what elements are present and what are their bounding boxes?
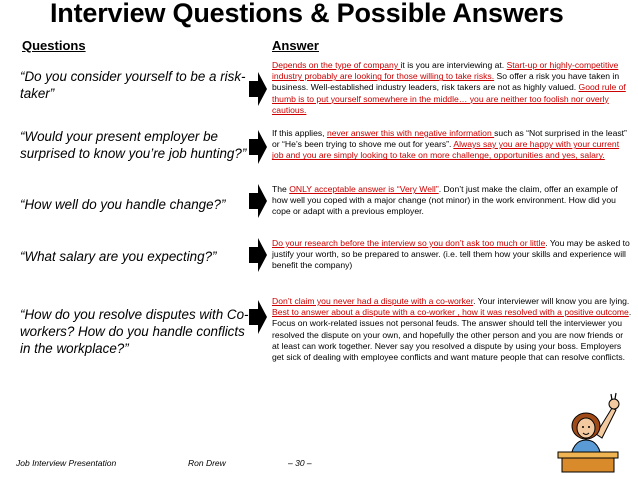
answer-text: such as “Not surprised in the least” or “He’s been trying to shove me out for years”.	[272, 128, 627, 150]
answer-emphasis: ONLY acceptable answer is “Very Well”	[289, 184, 439, 194]
question-1: “Do you consider yourself to be a risk-taker”	[20, 69, 246, 101]
right-arrow-icon	[249, 184, 267, 218]
answer-text: . Focus on work-related issues not personal feuds. The answer should tell the interviewer you resolved the dispute on your own, and hopefully the other person and you are now friends or at least can work together. Never say you resolved a dispute by using your boss. Employers get sick of dealing with employee conflicts and want mature people that can resolve conflicts.	[272, 307, 632, 363]
answer-2	[272, 128, 632, 162]
footer-author: Ron Drew	[188, 458, 226, 468]
answer-emphasis: never answer this with negative information	[326, 128, 495, 138]
footer-page-number: – 30 –	[288, 458, 312, 468]
question-5: “How do you resolve disputes with Co-workers? How do you handle conflicts in the workplace?”	[20, 307, 249, 356]
answer-text: . Don’t just make the claim, offer an example of how well you coped with a major change (not minor) in the work environment. How did you cope or adapt with a previous employer.	[272, 184, 618, 217]
answer-text: . You may be asked to justify your worth, so be prepared to answer. (i.e. tell them how your skills and experience will benefit the company)	[272, 238, 630, 271]
answer-emphasis: Start-up or highly-competitive industry probably are looking for those willing to take risks.	[272, 60, 619, 82]
answer-emphasis: Don’t claim you never had a dispute with a co-worker	[272, 296, 474, 306]
questions-header: Questions	[22, 38, 86, 53]
right-arrow-icon	[249, 72, 267, 106]
answer-text: So offer a risk you have taken in business. Well-established industry leaders, risk takers are not as highly valued.	[272, 71, 620, 93]
right-arrow-icon	[249, 300, 267, 334]
answer-text: . Your interviewer will know you are lying.	[473, 296, 630, 306]
right-arrow-icon	[249, 130, 267, 164]
question-4: “What salary are you expecting?”	[20, 249, 217, 264]
presenter-clipart-icon	[556, 386, 634, 474]
answer-3	[272, 184, 632, 218]
question-2: “Would your present employer be surprised to know you’re job hunting?”	[20, 129, 247, 161]
answer-5	[272, 296, 632, 363]
answer-emphasis: Do your research before the interview so you don’t ask too much or little	[272, 238, 546, 248]
question-3: “How well do you handle change?”	[20, 197, 226, 212]
answer-emphasis: Depends on the type of company	[272, 60, 401, 70]
answer-emphasis: Best to answer about a dispute with a co-worker , how it was resolved with a positive outcome	[272, 307, 629, 318]
answer-1	[272, 60, 632, 116]
answer-header: Answer	[272, 38, 319, 53]
answer-text: The	[272, 184, 290, 194]
answer-text: If this applies,	[272, 128, 327, 138]
answer-emphasis: Always say you are happy with your current job and you are simply looking to take on more challenge, opportunities and yes, salary.	[272, 139, 620, 161]
answer-emphasis: Good rule of thumb is to put yourself somewhere in the middle… you are neither too foolish nor overly cautious.	[272, 82, 626, 115]
answer-4	[272, 238, 632, 272]
right-arrow-icon	[249, 238, 267, 272]
footer-presentation: Job Interview Presentation	[16, 458, 117, 468]
answer-text: it is you are interviewing at.	[400, 60, 507, 70]
page-title: Interview Questions & Possible Answers	[50, 0, 564, 28]
